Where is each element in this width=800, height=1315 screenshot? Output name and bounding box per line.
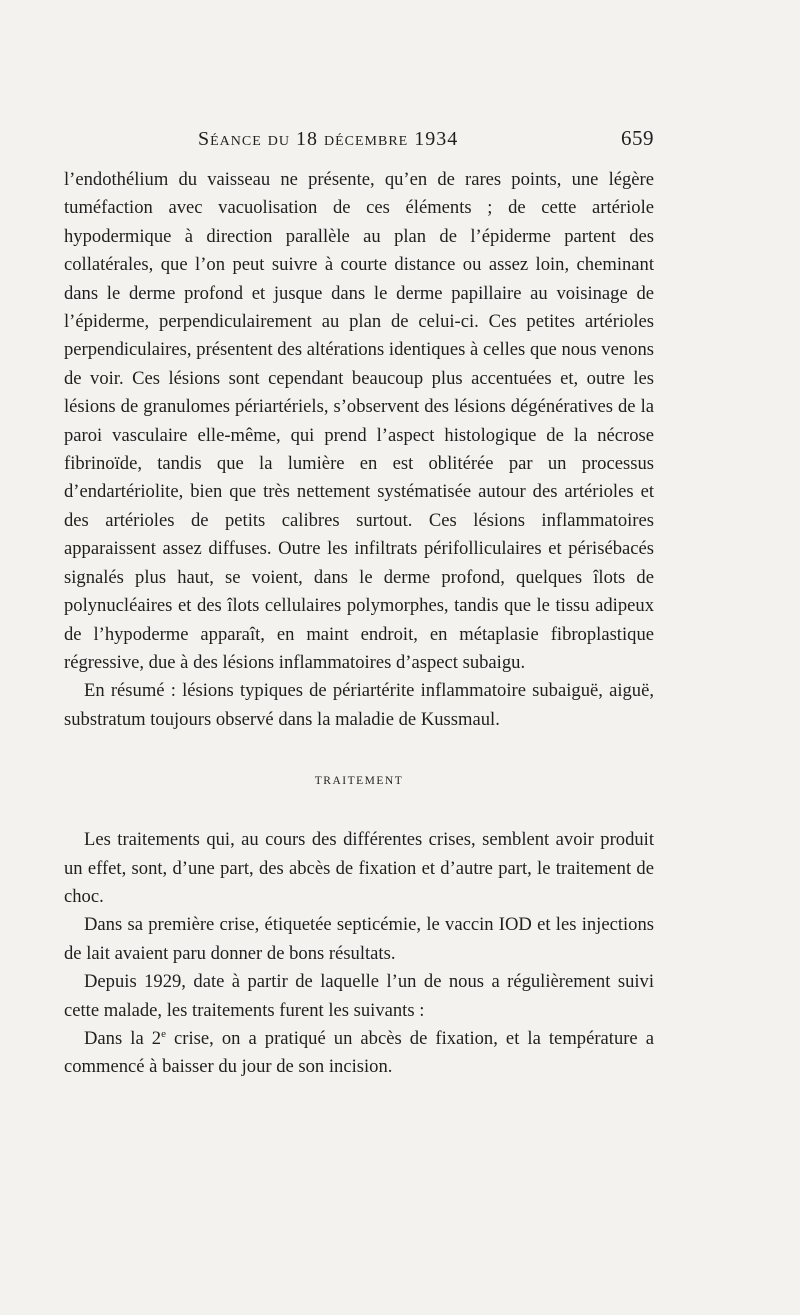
paragraph: Depuis 1929, date à partir de laquelle l’un de nous a régulièrement suivi cette malade, les traitements furent les suivants : xyxy=(64,971,654,1021)
paragraph: l’endothélium du vaisseau ne présente, qu’en de rares points, une légère tuméfaction avec vacuolisation de ces éléments ; de cette artériole hypodermique à direction parallèle au plan de l’épiderme partent des collatérales, que l’on peut suivre à courte distance ou assez loin, cheminant dans le derme profond et jusque dans le derme papillaire au voisinage de l’épiderme, perpendiculairement au plan de celui-ci. Ces petites artérioles perpendiculaires, présentent des altérations identiques à celles que nous venons de voir. Ces lésions sont cependant beaucoup plus accentuées et, outre les lésions de granulomes périartériels, s’observent des lésions dégénératives de la paroi vasculaire elle-même, qui prend l’aspect histologique de la nécrose fibrinoïde, tandis que la lumière en est oblitérée par un processus d’endartériolite, bien que très nettement systématisée autour des artérioles et des artérioles de petits calibres surtout. Ces lésions inflammatoires apparaissent assez diffuses. Outre les infiltrats périfolliculaires et périsébacés signalés plus haut, se voient, dans le derme profond, quelques îlots de polynucléaires et des îlots cellulaires polymorphes, tandis que le tissu adipeux de l’hypoderme apparaît, en maint endroit, en métaplasie fibroplastique régressive, due à des lésions inflammatoires d’aspect subaigu. xyxy=(64,169,654,673)
section-title: TRAITEMENT xyxy=(314,775,404,788)
paragraph: En résumé : lésions typiques de périartérite inflammatoire subaiguë, aiguë, substratum toujours observé dans la maladie de Kussmaul. xyxy=(64,680,654,730)
superscript: e xyxy=(161,1027,166,1040)
page-number: 659 xyxy=(621,126,654,150)
paragraph-text-start: Dans la 2 xyxy=(84,1027,162,1049)
paragraph xyxy=(64,1025,654,1082)
paragraph: Les traitements qui, au cours des différentes crises, semblent avoir produit un effet, sont, d’une part, des abcès de fixation et d’autre part, le traitement de choc. xyxy=(64,829,654,907)
paragraph: Dans sa première crise, étiquetée septicémie, le vaccin IOD et les injections de lait avaient paru donner de bons résultats. xyxy=(64,914,654,964)
body-text xyxy=(64,166,654,1082)
running-title: Séance du 18 décembre 1934 xyxy=(198,128,459,150)
paragraph-text-end: crise, on a pratiqué un abcès de fixation, et la température a commencé à baisser du jour de son incision. xyxy=(64,1027,654,1078)
page-header xyxy=(64,126,654,151)
